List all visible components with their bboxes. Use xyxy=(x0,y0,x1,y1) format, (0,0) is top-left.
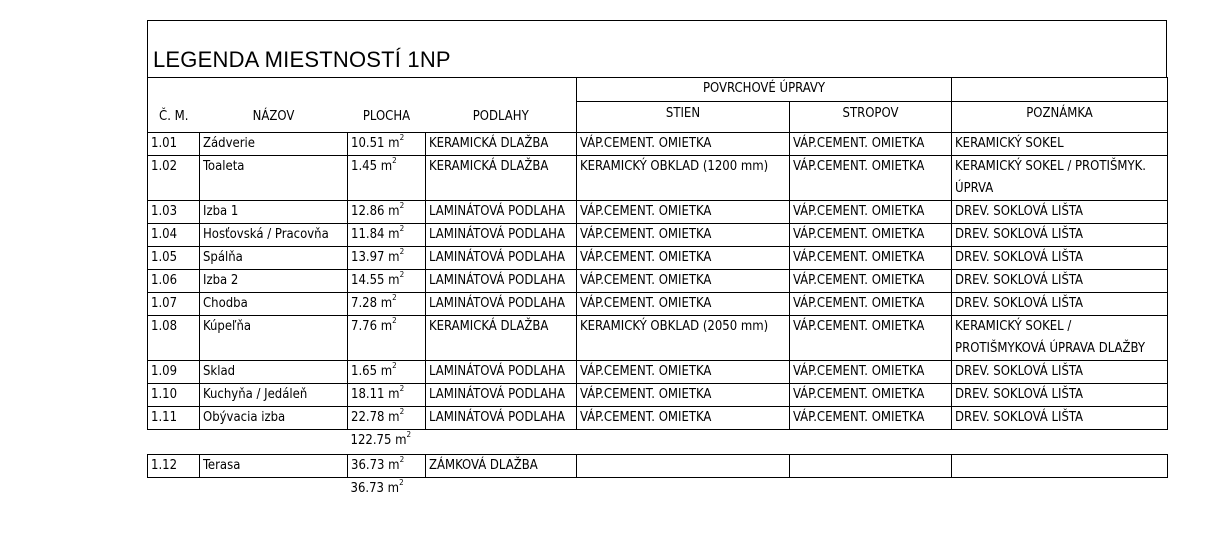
cell-nazov: Izba 1 xyxy=(200,200,348,223)
cell-podlahy: KERAMICKÁ DLAŽBA xyxy=(426,155,577,200)
area-unit-exponent: 2 xyxy=(392,316,397,326)
area-value: 13.97 $m^2$ xyxy=(351,247,405,265)
area-value: 22.78 $m^2$ xyxy=(351,407,405,425)
cell-podlahy: LAMINÁTOVÁ PODLAHA xyxy=(426,200,577,223)
cell-poznamka: DREV. SOKLOVÁ LIŠTA xyxy=(952,223,1168,246)
cell-plocha xyxy=(348,406,426,429)
cell-cm: 1.07 xyxy=(148,292,200,315)
cell-podlahy: LAMINÁTOVÁ PODLAHA xyxy=(426,383,577,406)
cell-cm: 1.01 xyxy=(148,132,200,155)
cell-nazov: Chodba xyxy=(200,292,348,315)
cell-poznamka: DREV. SOKLOVÁ LIŠTA xyxy=(952,200,1168,223)
area-value: 11.84 $m^2$ xyxy=(351,224,405,242)
cell-podlahy: LAMINÁTOVÁ PODLAHA xyxy=(426,269,577,292)
cell-cm: 1.08 xyxy=(148,315,200,360)
cell-plocha xyxy=(348,132,426,155)
table-row xyxy=(148,383,1168,406)
area-value: 14.55 $m^2$ xyxy=(351,270,405,288)
area-unit-exponent: 2 xyxy=(406,430,412,440)
cell-nazov: Obývacia izba xyxy=(200,406,348,429)
subtotal-row xyxy=(148,429,1168,454)
cell-stropov: VÁP.CEMENT. OMIETKA xyxy=(790,223,952,246)
area-unit-exponent: 2 xyxy=(399,407,405,417)
title-box xyxy=(147,20,1167,77)
cell-podlahy: KERAMICKÁ DLAŽBA xyxy=(426,132,577,155)
cell-poznamka: DREV. SOKLOVÁ LIŠTA xyxy=(952,360,1168,383)
header-povrchove-upravy: POVRCHOVÉ ÚPRAVY xyxy=(577,78,952,102)
area-value: 1.45 $m^2$ xyxy=(351,156,397,174)
area-value: 12.86 $m^2$ xyxy=(351,201,405,219)
area-unit-exponent: 2 xyxy=(399,201,405,211)
cell-nazov: Terasa xyxy=(200,454,348,477)
cell-podlahy: LAMINÁTOVÁ PODLAHA xyxy=(426,223,577,246)
cell-stien: VÁP.CEMENT. OMIETKA xyxy=(577,223,790,246)
cell-cm: 1.06 xyxy=(148,269,200,292)
cell-poznamka: DREV. SOKLOVÁ LIŠTA xyxy=(952,246,1168,269)
total-area-value: 122.75 $m^2$ xyxy=(350,430,412,448)
table-row xyxy=(148,200,1168,223)
cell-stien xyxy=(577,454,790,477)
area-unit-exponent: 2 xyxy=(399,455,405,465)
legend-title: LEGENDA MIESTNOSTÍ 1NP xyxy=(153,47,451,72)
cell-stropov: VÁP.CEMENT. OMIETKA xyxy=(790,406,952,429)
cell-poznamka: KERAMICKÝ SOKEL / PROTIŠMYK. ÚPRVA xyxy=(952,155,1168,200)
area-unit-exponent: 2 xyxy=(399,224,405,234)
cell-cm: 1.02 xyxy=(148,155,200,200)
cell-cm: 1.12 xyxy=(148,454,200,477)
area-value: 36.73 $m^2$ xyxy=(351,455,405,473)
table-row xyxy=(148,454,1168,477)
cell-stien: VÁP.CEMENT. OMIETKA xyxy=(577,132,790,155)
header-podlahy: PODLAHY xyxy=(426,102,577,133)
area-value: 10.51 $m^2$ xyxy=(351,133,405,151)
cell-poznamka: DREV. SOKLOVÁ LIŠTA xyxy=(952,383,1168,406)
area-value: 7.76 $m^2$ xyxy=(351,316,397,334)
table-row xyxy=(148,269,1168,292)
area-unit-exponent: 2 xyxy=(392,361,397,371)
cell-stropov: VÁP.CEMENT. OMIETKA xyxy=(790,132,952,155)
cell-stropov: VÁP.CEMENT. OMIETKA xyxy=(790,155,952,200)
cell-nazov: Zádverie xyxy=(200,132,348,155)
cell-cm: 1.09 xyxy=(148,360,200,383)
total-area xyxy=(348,477,426,502)
cell-podlahy: LAMINÁTOVÁ PODLAHA xyxy=(426,360,577,383)
cell-stropov: VÁP.CEMENT. OMIETKA xyxy=(790,292,952,315)
cell-cm: 1.11 xyxy=(148,406,200,429)
area-unit-exponent: 2 xyxy=(399,478,404,488)
cell-stien: VÁP.CEMENT. OMIETKA xyxy=(577,292,790,315)
cell-poznamka xyxy=(952,454,1168,477)
cell-podlahy: KERAMICKÁ DLAŽBA xyxy=(426,315,577,360)
cell-podlahy: LAMINÁTOVÁ PODLAHA xyxy=(426,246,577,269)
table-row xyxy=(148,292,1168,315)
cell-plocha xyxy=(348,269,426,292)
cell-nazov: Izba 2 xyxy=(200,269,348,292)
cell-podlahy: ZÁMKOVÁ DLAŽBA xyxy=(426,454,577,477)
header-nazov: NÁZOV xyxy=(200,102,348,133)
cell-stropov: VÁP.CEMENT. OMIETKA xyxy=(790,360,952,383)
cell-nazov: Sklad xyxy=(200,360,348,383)
area-unit-exponent: 2 xyxy=(399,247,405,257)
cell-plocha xyxy=(348,315,426,360)
cell-stien: VÁP.CEMENT. OMIETKA xyxy=(577,269,790,292)
cell-stropov: VÁP.CEMENT. OMIETKA xyxy=(790,246,952,269)
table-row xyxy=(148,246,1168,269)
cell-stien: KERAMICKÝ OBKLAD (1200 mm) xyxy=(577,155,790,200)
table-row xyxy=(148,155,1168,200)
cell-nazov: Kuchyňa / Jedáleň xyxy=(200,383,348,406)
table-row xyxy=(148,132,1168,155)
cell-plocha xyxy=(348,360,426,383)
cell-stropov: VÁP.CEMENT. OMIETKA xyxy=(790,269,952,292)
area-value: 7.28 $m^2$ xyxy=(351,293,397,311)
area-value: 1.65 $m^2$ xyxy=(351,361,397,379)
area-unit-exponent: 2 xyxy=(392,156,397,166)
table-row xyxy=(148,406,1168,429)
cell-podlahy: LAMINÁTOVÁ PODLAHA xyxy=(426,292,577,315)
cell-stropov xyxy=(790,454,952,477)
header-cm: Č. M. xyxy=(148,102,200,133)
cell-stropov: VÁP.CEMENT. OMIETKA xyxy=(790,200,952,223)
cell-stien: VÁP.CEMENT. OMIETKA xyxy=(577,383,790,406)
cell-cm: 1.10 xyxy=(148,383,200,406)
table-row xyxy=(148,223,1168,246)
total-area-value: 36.73 $m^2$ xyxy=(350,478,404,496)
cell-plocha xyxy=(348,292,426,315)
cell-poznamka: DREV. SOKLOVÁ LIŠTA xyxy=(952,292,1168,315)
table-row xyxy=(148,360,1168,383)
cell-plocha xyxy=(348,155,426,200)
cell-nazov: Kúpeľňa xyxy=(200,315,348,360)
area-unit-exponent: 2 xyxy=(399,270,405,280)
cell-cm: 1.03 xyxy=(148,200,200,223)
cell-stropov: VÁP.CEMENT. OMIETKA xyxy=(790,315,952,360)
cell-stien: VÁP.CEMENT. OMIETKA xyxy=(577,406,790,429)
cell-nazov: Hosťovská / Pracovňa xyxy=(200,223,348,246)
cell-nazov: Toaleta xyxy=(200,155,348,200)
cell-stien: KERAMICKÝ OBKLAD (2050 mm) xyxy=(577,315,790,360)
header-plocha: PLOCHA xyxy=(348,102,426,133)
cell-poznamka: DREV. SOKLOVÁ LIŠTA xyxy=(952,406,1168,429)
cell-plocha xyxy=(348,223,426,246)
cell-plocha xyxy=(348,383,426,406)
area-value: 18.11 $m^2$ xyxy=(351,384,405,402)
terasa-total-row xyxy=(148,477,1168,502)
cell-poznamka: DREV. SOKLOVÁ LIŠTA xyxy=(952,269,1168,292)
cell-plocha xyxy=(348,454,426,477)
table-row xyxy=(148,315,1168,360)
cell-stropov: VÁP.CEMENT. OMIETKA xyxy=(790,383,952,406)
cell-cm: 1.04 xyxy=(148,223,200,246)
header-stien: STIEN xyxy=(577,102,790,133)
cell-poznamka: KERAMICKÝ SOKEL xyxy=(952,132,1168,155)
header-stropov: STROPOV xyxy=(790,102,952,133)
area-unit-exponent: 2 xyxy=(399,133,405,143)
area-unit-exponent: 2 xyxy=(392,293,397,303)
total-area xyxy=(348,429,426,454)
cell-plocha xyxy=(348,200,426,223)
room-legend xyxy=(147,20,1167,502)
header-poznamka: POZNÁMKA xyxy=(952,102,1168,133)
cell-poznamka: KERAMICKÝ SOKEL / PROTIŠMYKOVÁ ÚPRAVA DLAŽBY xyxy=(952,315,1168,360)
cell-plocha xyxy=(348,246,426,269)
legend-table xyxy=(147,77,1168,502)
cell-stien: VÁP.CEMENT. OMIETKA xyxy=(577,246,790,269)
cell-cm: 1.05 xyxy=(148,246,200,269)
area-unit-exponent: 2 xyxy=(399,384,405,394)
cell-stien: VÁP.CEMENT. OMIETKA xyxy=(577,360,790,383)
cell-stien: VÁP.CEMENT. OMIETKA xyxy=(577,200,790,223)
cell-nazov: Spálňa xyxy=(200,246,348,269)
cell-podlahy: LAMINÁTOVÁ PODLAHA xyxy=(426,406,577,429)
